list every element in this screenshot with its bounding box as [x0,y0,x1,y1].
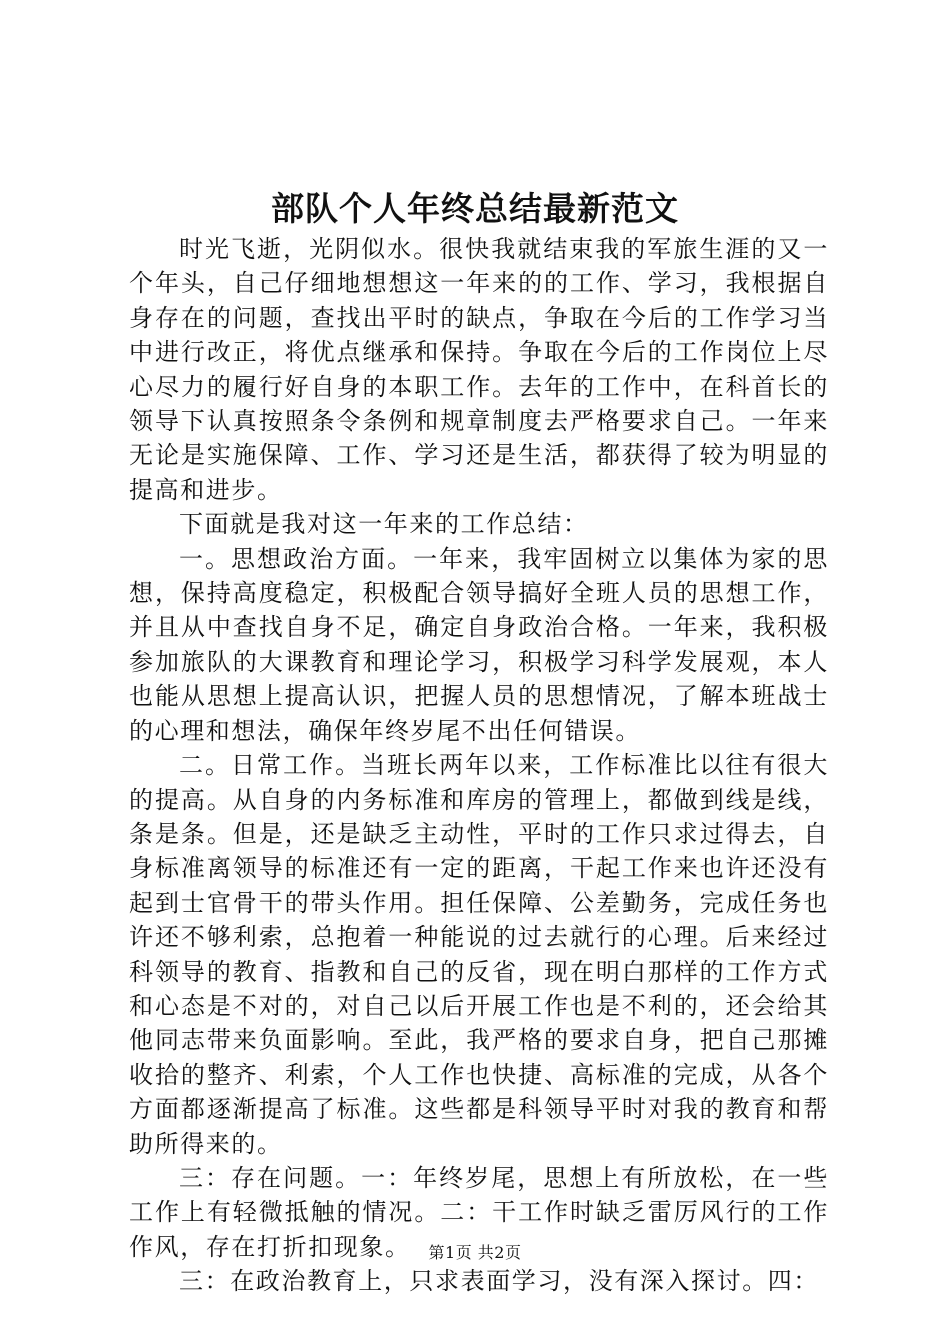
page-number-footer: 第1页 共2页 [428,1243,522,1262]
paragraph-political-education: 三：在政治教育上，只求表面学习，没有深入探讨。四： [179,1267,819,1296]
paragraph-existing-problems: 三：存在问题。一：年终岁尾，思想上有所放松，在一些工作上有轻微抵触的情况。二：干工作时缺乏雷厉风行的工作作风，存在打折扣现象。 [129,1163,829,1261]
paragraph-daily-work: 二。日常工作。当班长两年以来，工作标准比以往有很大的提高。从自身的内务标准和库房的管理上，都做到线是线，条是条。但是，还是缺乏主动性，平时的工作只求过得去，自身标准离领导的标准还有一定的距离，干起工作来也许还没有起到士官骨干的带头作用。担任保障、公差勤务，完成任务也许还不够利索，总抱着一种能说的过去就行的心理。后来经过科领导的教育、指教和自己的反省，现在明白那样的工作方式和心态是不对的，对自己以后开展工作也是不利的，还会给其他同志带来负面影响。至此，我严格的要求自身，把自己那摊收拾的整齐、利索，个人工作也快捷、高标准的完成，从各个方面都逐渐提高了标准。这些都是科领导平时对我的教育和帮助所得来的。 [129,751,829,1158]
paragraph-intro: 时光飞逝，光阴似水。很快我就结束我的军旅生涯的又一个年头，自己仔细地想想这一年来的的工作、学习，我根据自身存在的问题，查找出平时的缺点，争取在今后的工作学习当中进行改正，将优点继承和保持。争取在今后的工作岗位上尽心尽力的履行好自身的本职工作。去年的工作中，在科首长的领导下认真按照条令条例和规章制度去严格要求自己。一年来无论是实施保障、工作、学习还是生活，都获得了较为明显的提高和进步。 [129,235,829,504]
document-body [129,232,829,1299]
paragraph-political-thought: 一。思想政治方面。一年来，我牢固树立以集体为家的思想，保持高度稳定，积极配合领导搞好全班人员的思想工作，并且从中查找自身不足，确定自身政治合格。一年来，我积极参加旅队的大课教育和理论学习，积极学习科学发展观，本人也能从思想上提高认识，把握人员的思想情况，了解本班战士的心理和想法，确保年终岁尾不出任何错误。 [129,544,829,745]
paragraph-summary-lead: 下面就是我对这一年来的工作总结： [179,510,589,539]
document-title: 部队个人年终总结最新范文 [271,189,679,228]
